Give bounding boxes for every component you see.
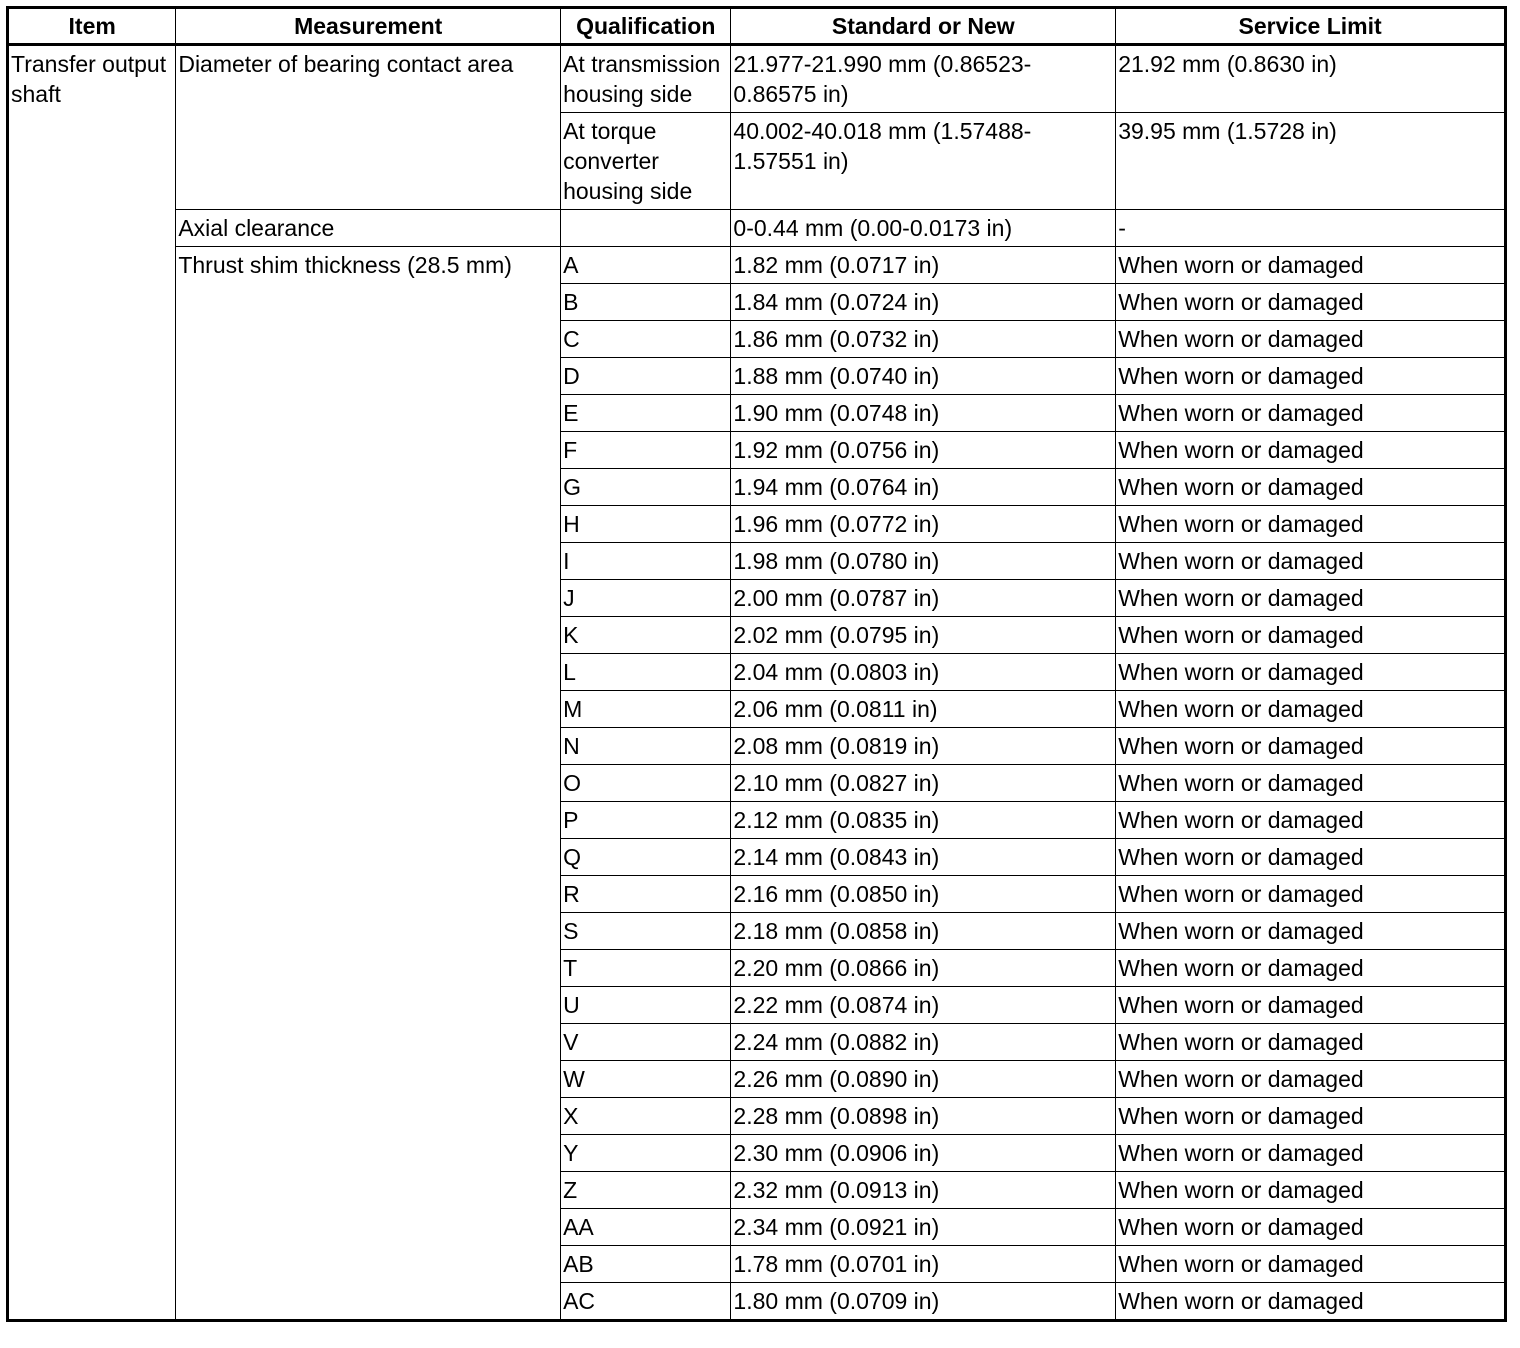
qualification-cell: O <box>561 765 731 802</box>
qualification-cell: AC <box>561 1283 731 1321</box>
qualification-cell: M <box>561 691 731 728</box>
qualification-cell: C <box>561 321 731 358</box>
header-measurement: Measurement <box>176 8 561 45</box>
item-cell: Transfer output shaft <box>8 45 176 1321</box>
qualification-cell: H <box>561 506 731 543</box>
limit-cell: When worn or damaged <box>1116 1246 1506 1283</box>
limit-cell: When worn or damaged <box>1116 1172 1506 1209</box>
limit-cell: When worn or damaged <box>1116 395 1506 432</box>
header-standard: Standard or New <box>731 8 1116 45</box>
qualification-cell: Y <box>561 1135 731 1172</box>
qualification-cell: J <box>561 580 731 617</box>
standard-cell: 2.00 mm (0.0787 in) <box>731 580 1116 617</box>
qualification-cell: K <box>561 617 731 654</box>
qualification-cell: At transmission housing side <box>561 45 731 113</box>
limit-cell: When worn or damaged <box>1116 1135 1506 1172</box>
limit-cell: When worn or damaged <box>1116 728 1506 765</box>
limit-cell: When worn or damaged <box>1116 876 1506 913</box>
standard-cell: 21.977-21.990 mm (0.86523-0.86575 in) <box>731 45 1116 113</box>
limit-cell: When worn or damaged <box>1116 432 1506 469</box>
standard-cell: 0-0.44 mm (0.00-0.0173 in) <box>731 210 1116 247</box>
limit-cell: When worn or damaged <box>1116 950 1506 987</box>
measurement-cell: Diameter of bearing contact area <box>176 45 561 210</box>
qualification-cell: T <box>561 950 731 987</box>
standard-cell: 1.94 mm (0.0764 in) <box>731 469 1116 506</box>
standard-cell: 2.20 mm (0.0866 in) <box>731 950 1116 987</box>
standard-cell: 2.06 mm (0.0811 in) <box>731 691 1116 728</box>
standard-cell: 2.32 mm (0.0913 in) <box>731 1172 1116 1209</box>
header-item: Item <box>8 8 176 45</box>
standard-cell: 1.86 mm (0.0732 in) <box>731 321 1116 358</box>
limit-cell: When worn or damaged <box>1116 1061 1506 1098</box>
qualification-cell: B <box>561 284 731 321</box>
standard-cell: 1.78 mm (0.0701 in) <box>731 1246 1116 1283</box>
standard-cell: 2.34 mm (0.0921 in) <box>731 1209 1116 1246</box>
standard-cell: 1.96 mm (0.0772 in) <box>731 506 1116 543</box>
qualification-cell: D <box>561 358 731 395</box>
qualification-cell: Z <box>561 1172 731 1209</box>
standard-cell: 2.24 mm (0.0882 in) <box>731 1024 1116 1061</box>
qualification-cell: G <box>561 469 731 506</box>
standard-cell: 2.22 mm (0.0874 in) <box>731 987 1116 1024</box>
standard-cell: 2.04 mm (0.0803 in) <box>731 654 1116 691</box>
standard-cell: 2.28 mm (0.0898 in) <box>731 1098 1116 1135</box>
standard-cell: 2.16 mm (0.0850 in) <box>731 876 1116 913</box>
standard-cell: 2.02 mm (0.0795 in) <box>731 617 1116 654</box>
qualification-cell: AB <box>561 1246 731 1283</box>
limit-cell: When worn or damaged <box>1116 1098 1506 1135</box>
qualification-cell: At torque converter housing side <box>561 113 731 210</box>
qualification-cell: L <box>561 654 731 691</box>
limit-cell: When worn or damaged <box>1116 469 1506 506</box>
limit-cell: When worn or damaged <box>1116 654 1506 691</box>
table-body <box>8 45 1506 1321</box>
table-row <box>8 210 1506 247</box>
standard-cell: 2.30 mm (0.0906 in) <box>731 1135 1116 1172</box>
standard-cell: 2.18 mm (0.0858 in) <box>731 913 1116 950</box>
standard-cell: 1.90 mm (0.0748 in) <box>731 395 1116 432</box>
limit-cell: When worn or damaged <box>1116 987 1506 1024</box>
limit-cell: When worn or damaged <box>1116 839 1506 876</box>
limit-cell: When worn or damaged <box>1116 284 1506 321</box>
standard-cell: 1.88 mm (0.0740 in) <box>731 358 1116 395</box>
limit-cell: When worn or damaged <box>1116 580 1506 617</box>
limit-cell: When worn or damaged <box>1116 913 1506 950</box>
measurement-cell: Thrust shim thickness (28.5 mm) <box>176 247 561 1321</box>
standard-cell: 2.26 mm (0.0890 in) <box>731 1061 1116 1098</box>
header-row <box>8 8 1506 45</box>
qualification-cell: U <box>561 987 731 1024</box>
standard-cell: 1.84 mm (0.0724 in) <box>731 284 1116 321</box>
standard-cell: 1.80 mm (0.0709 in) <box>731 1283 1116 1321</box>
limit-cell: When worn or damaged <box>1116 765 1506 802</box>
standard-cell: 2.14 mm (0.0843 in) <box>731 839 1116 876</box>
limit-cell: 39.95 mm (1.5728 in) <box>1116 113 1506 210</box>
qualification-cell: N <box>561 728 731 765</box>
qualification-cell: W <box>561 1061 731 1098</box>
qualification-cell: AA <box>561 1209 731 1246</box>
header-service-limit: Service Limit <box>1116 8 1506 45</box>
limit-cell: When worn or damaged <box>1116 617 1506 654</box>
qualification-cell: V <box>561 1024 731 1061</box>
limit-cell: When worn or damaged <box>1116 321 1506 358</box>
standard-cell: 1.98 mm (0.0780 in) <box>731 543 1116 580</box>
limit-cell: When worn or damaged <box>1116 1024 1506 1061</box>
limit-cell: When worn or damaged <box>1116 802 1506 839</box>
qualification-cell: A <box>561 247 731 284</box>
limit-cell: When worn or damaged <box>1116 247 1506 284</box>
table-row <box>8 45 1506 113</box>
limit-cell: When worn or damaged <box>1116 1283 1506 1321</box>
standard-cell: 1.92 mm (0.0756 in) <box>731 432 1116 469</box>
qualification-cell: Q <box>561 839 731 876</box>
standard-cell: 1.82 mm (0.0717 in) <box>731 247 1116 284</box>
standard-cell: 2.10 mm (0.0827 in) <box>731 765 1116 802</box>
qualification-cell: R <box>561 876 731 913</box>
qualification-cell: S <box>561 913 731 950</box>
limit-cell: When worn or damaged <box>1116 691 1506 728</box>
standard-cell: 2.12 mm (0.0835 in) <box>731 802 1116 839</box>
limit-cell: - <box>1116 210 1506 247</box>
qualification-cell: X <box>561 1098 731 1135</box>
qualification-cell: E <box>561 395 731 432</box>
measurement-cell: Axial clearance <box>176 210 561 247</box>
spec-table <box>6 6 1507 1322</box>
table-row <box>8 247 1506 284</box>
limit-cell: 21.92 mm (0.8630 in) <box>1116 45 1506 113</box>
qualification-cell: F <box>561 432 731 469</box>
header-qualification: Qualification <box>561 8 731 45</box>
limit-cell: When worn or damaged <box>1116 1209 1506 1246</box>
standard-cell: 40.002-40.018 mm (1.57488-1.57551 in) <box>731 113 1116 210</box>
qualification-cell <box>561 210 731 247</box>
qualification-cell: P <box>561 802 731 839</box>
standard-cell: 2.08 mm (0.0819 in) <box>731 728 1116 765</box>
limit-cell: When worn or damaged <box>1116 506 1506 543</box>
qualification-cell: I <box>561 543 731 580</box>
limit-cell: When worn or damaged <box>1116 543 1506 580</box>
table-header <box>8 8 1506 45</box>
limit-cell: When worn or damaged <box>1116 358 1506 395</box>
